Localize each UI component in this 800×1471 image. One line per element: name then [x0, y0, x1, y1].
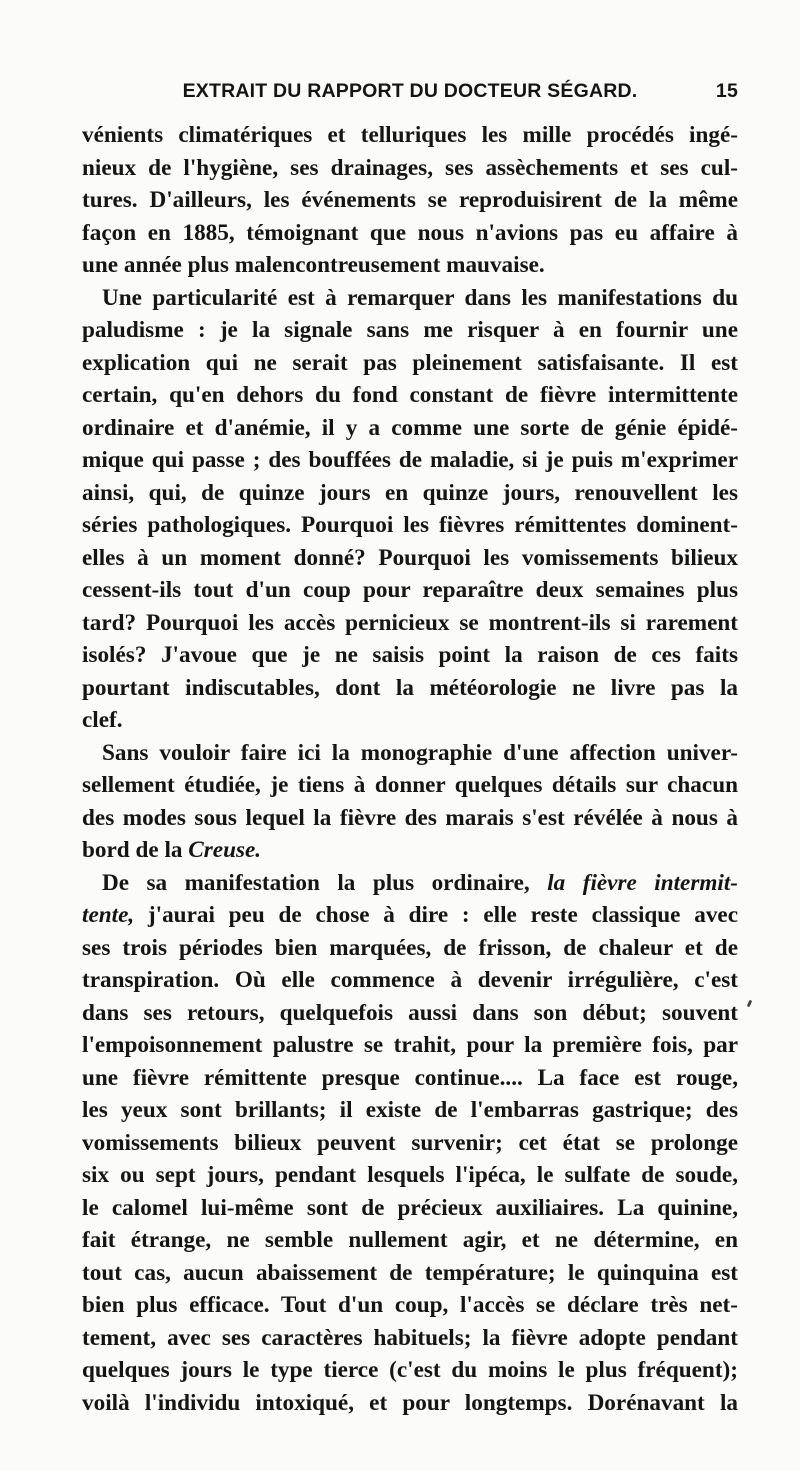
text-line: façon en 1885, témoignant que nous n'avions pas eu affaire à	[82, 219, 738, 246]
text-line: ordinaire et d'anémie, il y a comme une sorte de génie épidé-	[82, 414, 738, 441]
text-line: sellement étudiée, je tiens à donner quelques détails sur chacun	[82, 772, 738, 798]
text-line: six ou sept jours, pendant lesquels l'ipéca, le sulfate de soude,	[82, 1162, 738, 1188]
text-line: explication qui ne serait pas pleinement satisfaisante. Il est	[82, 349, 738, 376]
text-line: l'empoisonnement palustre se trahit, pour la première fois, par	[82, 1032, 738, 1058]
text-segment: bord de la	[82, 837, 189, 863]
running-title: EXTRAIT DU RAPPORT DU DOCTEUR SÉGARD.	[182, 80, 638, 102]
text-line	[82, 867, 738, 900]
text-line: Sans vouloir faire ici la monographie d'une affection univer-	[102, 739, 738, 766]
text-line: vénients climatériques et telluriques les mille procédés ingé-	[82, 122, 738, 148]
text-line: vomissements bilieux peuvent survenir; cet état se prolonge	[82, 1129, 738, 1156]
text-line: les yeux sont brillants; il existe de l'embarras gastrique; des	[82, 1097, 738, 1123]
text-segment: j'aurai peu de chose à dire : elle reste classique avec	[134, 902, 738, 928]
text-line: tout cas, aucun abaissement de température; le quinquina est	[82, 1259, 738, 1286]
text-line: séries pathologiques. Pourquoi les fièvres rémittentes dominent-	[82, 512, 738, 538]
text-line: isolés? J'avoue que je ne saisis point la raison de ces faits	[82, 642, 738, 668]
text-line: tement, avec ses caractères habituels; la fièvre adopte pendant	[82, 1324, 738, 1351]
text-line: certain, qu'en dehors du fond constant de fièvre intermittente	[82, 382, 738, 408]
text-line: clef.	[82, 707, 123, 733]
text-line	[82, 899, 738, 932]
text-line: dans ses retours, quelquefois aussi dans son début; souvent	[82, 999, 738, 1026]
text-line: le calomel lui-même sont de précieux auxiliaires. La quinine,	[82, 1194, 738, 1221]
text-line: des modes sous lequel la fièvre des marais s'est révélée à nous à	[82, 804, 738, 831]
text-line: mique qui passe ; des bouffées de maladie, si je puis m'exprimer	[82, 447, 738, 473]
text-line: paludisme : je la signale sans me risquer à en fournir une	[82, 317, 738, 343]
text-line: une fièvre rémittente presque continue.... La face est rouge,	[82, 1064, 738, 1091]
text-line: bien plus efficace. Tout d'un coup, l'accès se déclare très net-	[82, 1292, 738, 1318]
text-line: pourtant indiscutables, dont la météorologie ne livre pas la	[82, 674, 738, 701]
text-line: transpiration. Où elle commence à devenir irrégulière, c'est	[82, 967, 738, 993]
margin-mark	[747, 1000, 753, 1008]
page-number: 15	[715, 80, 738, 102]
text-line: quelques jours le type tierce (c'est du moins le plus fréquent);	[82, 1357, 738, 1383]
text-line: une année plus malencontreusement mauvaise.	[82, 252, 545, 278]
text-line: cessent-ils tout d'un coup pour reparaître deux semaines plus	[82, 577, 738, 603]
text-line: tard? Pourquoi les accès pernicieux se montrent-ils si rarement	[82, 609, 738, 636]
text-line: voilà l'individu intoxiqué, et pour longtemps. Dorénavant la	[82, 1389, 738, 1416]
text-line	[82, 834, 738, 867]
text-line: ses trois périodes bien marquées, de frisson, de chaleur et de	[82, 934, 738, 961]
emphasis-text: tente,	[82, 902, 135, 928]
text-line: elles à un moment donné? Pourquoi les vomissements bilieux	[82, 544, 738, 571]
text-line: tures. D'ailleurs, les événements se reproduisirent de la même	[82, 187, 738, 213]
emphasis-text: la fièvre intermit-	[547, 869, 738, 896]
ship-name: Creuse.	[188, 837, 262, 863]
text-line: fait étrange, ne semble nullement agir, et ne détermine, en	[82, 1227, 738, 1253]
running-head	[82, 80, 738, 106]
text-line: ainsi, qui, de quinze jours en quinze jours, renouvellent les	[82, 479, 738, 506]
text-line: Une particularité est à remarquer dans les manifestations du	[102, 284, 738, 311]
text-line: nieux de l'hygiène, ses drainages, ses assèchements et ses cul-	[82, 154, 738, 181]
body-text	[82, 119, 738, 1419]
text-segment: De sa manifestation la plus ordinaire,	[102, 869, 548, 896]
